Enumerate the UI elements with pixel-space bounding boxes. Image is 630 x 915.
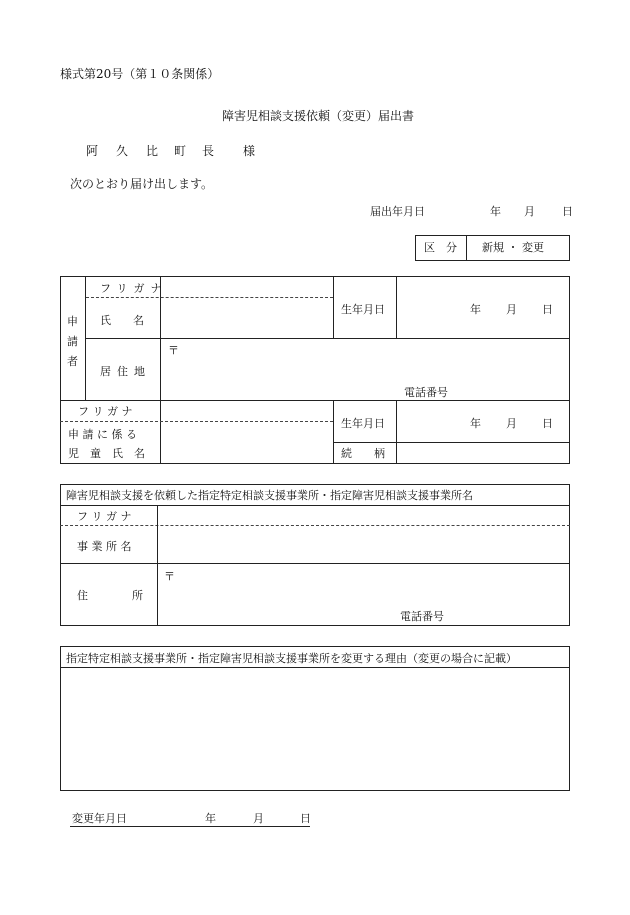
change-date-year: 年 bbox=[205, 812, 216, 825]
office-heading: 障害児相談支援を依頼した指定特定相談支援事業所・指定障害児相談支援事業所名 bbox=[66, 489, 473, 502]
reason-input-area[interactable] bbox=[61, 668, 569, 790]
child-dob-year: 年 bbox=[470, 417, 481, 430]
applicant-dob-year: 年 bbox=[470, 303, 481, 316]
applicant-side-char: 申 bbox=[67, 315, 78, 328]
applicant-phone-label: 電話番号 bbox=[404, 386, 448, 399]
change-date-month: 月 bbox=[253, 812, 264, 825]
addressee-char: 様 bbox=[243, 144, 256, 158]
change-date-day: 日 bbox=[300, 812, 311, 825]
change-date-label: 変更年月日 bbox=[72, 812, 127, 825]
category-value[interactable]: 新規 ・ 変更 bbox=[482, 241, 544, 254]
office-furigana-label: フ リ ガ ナ bbox=[77, 510, 132, 523]
addressee-char: 久 bbox=[116, 144, 129, 158]
child-dob-day: 日 bbox=[542, 417, 553, 430]
office-postal-mark: 〒 bbox=[164, 570, 175, 583]
submission-date-month: 月 bbox=[524, 205, 535, 218]
applicant-side-char: 者 bbox=[67, 355, 78, 368]
office-phone-label: 電話番号 bbox=[400, 610, 444, 623]
applicant-name-label: 氏 名 bbox=[100, 314, 144, 327]
submission-date-label: 届出年月日 bbox=[370, 205, 425, 218]
addressee-char: 阿 bbox=[86, 144, 99, 158]
submission-date-day: 日 bbox=[562, 205, 573, 218]
applicant-dob-month: 月 bbox=[506, 303, 517, 316]
applicant-dob-label: 生年月日 bbox=[341, 303, 385, 316]
applicant-furigana-label: フリガナ bbox=[100, 282, 168, 295]
child-relationship-label: 続 柄 bbox=[341, 447, 385, 460]
child-label-line2: 児 童 氏 名 bbox=[68, 447, 145, 460]
page-title: 障害児相談支援依頼（変更）届出書 bbox=[222, 109, 415, 123]
reason-heading: 指定特定相談支援事業所・指定障害児相談支援事業所を変更する理由（変更の場合に記載） bbox=[66, 652, 517, 665]
category-label: 区 分 bbox=[424, 241, 457, 254]
applicant-dob-day: 日 bbox=[542, 303, 553, 316]
addressee-char: 町 bbox=[174, 144, 187, 158]
change-date-underline bbox=[70, 826, 310, 827]
addressee-char: 長 bbox=[202, 144, 215, 158]
applicant-address-label: 居住地 bbox=[100, 365, 151, 378]
child-dob-month: 月 bbox=[506, 417, 517, 430]
intro-text: 次のとおり届け出します。 bbox=[70, 177, 214, 191]
child-dob-label: 生年月日 bbox=[341, 417, 385, 430]
applicant-postal-mark: 〒 bbox=[168, 344, 179, 357]
submission-date-year: 年 bbox=[490, 205, 501, 218]
applicant-side-char: 請 bbox=[67, 335, 78, 348]
child-furigana-label: フ リ ガ ナ bbox=[78, 405, 133, 418]
office-name-label: 事 業 所 名 bbox=[77, 540, 132, 553]
form-number: 様式第20号（第１０条関係） bbox=[60, 67, 220, 81]
addressee-char: 比 bbox=[146, 144, 159, 158]
child-label-line1: 申 請 に 係 る bbox=[68, 428, 137, 441]
office-address-label: 住 所 bbox=[77, 589, 143, 602]
